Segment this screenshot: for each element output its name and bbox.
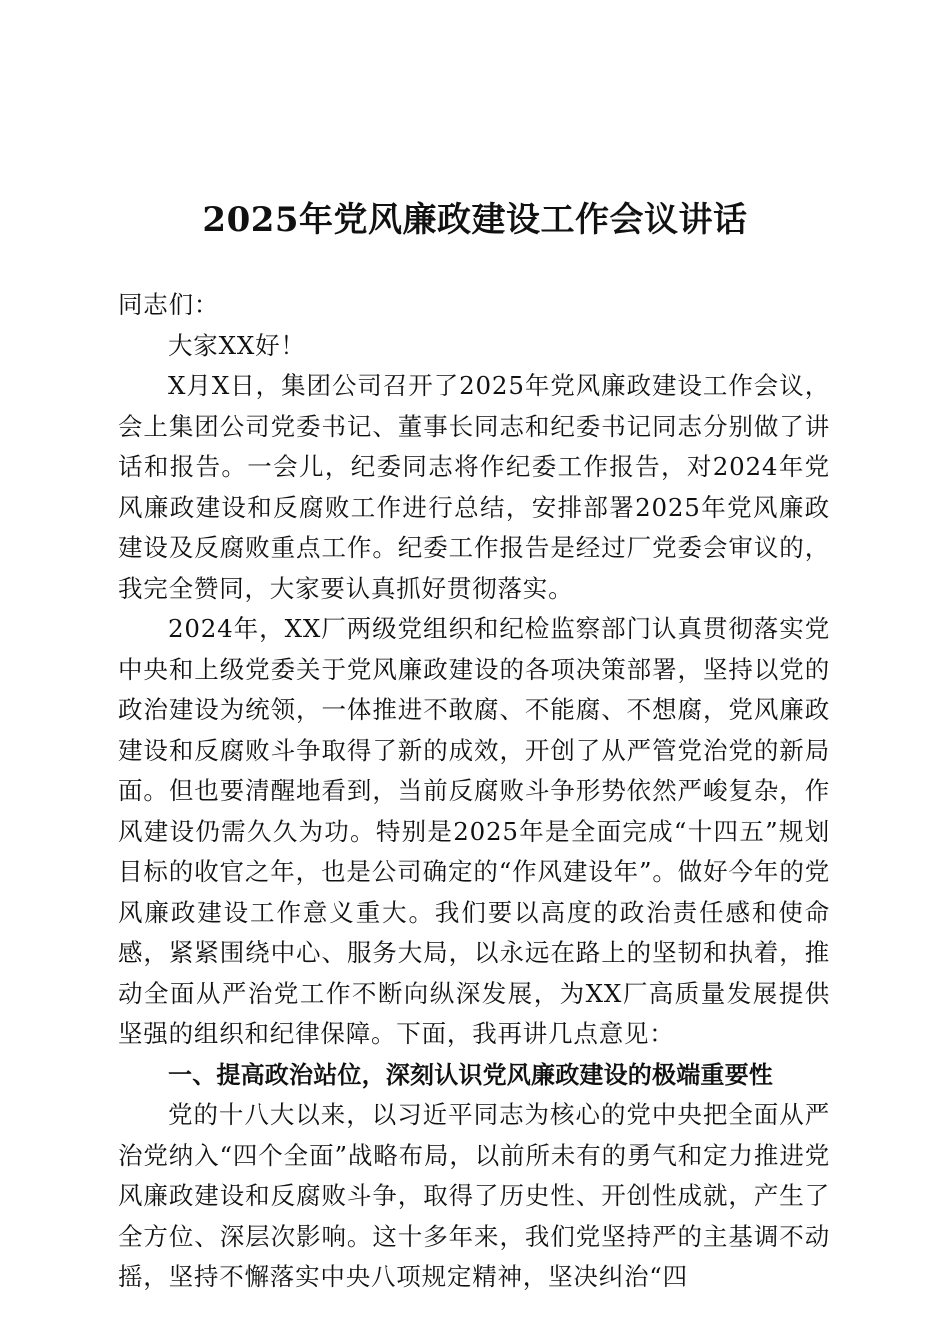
section-paragraph: 党的十八大以来，以习近平同志为核心的党中央把全面从严治党纳入“四个全面”战略布局，以前所未有的勇气和定力推进党风廉政建设和反腐败斗争，取得了历史性、开创性成就，产生了全方位、深层次影响。这十多年来，我们党坚持严的主基调不动摇，坚持不懈落实中央八项规定精神，坚决纠治“四 <box>118 1100 830 1291</box>
paragraph-2: 2024年，XX厂两级党组织和纪检监察部门认真贯彻落实党中央和上级党委关于党风廉政建设的各项决策部署，坚持以党的政治建设为统领，一体推进不敢腐、不能腐、不想腐，党风廉政建设和反腐败斗争取得了新的成效，开创了从严管党治党的新局面。但也要清醒地看到，当前反腐败斗争形势依然严峻复杂，作风建设仍需久久为功。特别是2025年是全面完成“十四五”规划目标的收官之年，也是公司确定的“作风建设年”。做好今年的党风廉政建设工作意义重大。我们要以高度的政治责任感和使命感，紧紧围绕中心、服务大局，以永远在路上的坚韧和执着，推动全面从严治党工作不断向纵深发展，为XX厂高质量发展提供坚强的组织和纪律保障。下面，我再讲几点意见： <box>118 614 830 1048</box>
greeting: 大家XX好！ <box>168 330 306 360</box>
paragraph-1: X月X日，集团公司召开了2025年党风廉政建设工作会议，会上集团公司党委书记、董事长同志和纪委书记同志分别做了讲话和报告。一会儿，纪委同志将作纪委工作报告，对2024年党风廉政建设和反腐败工作进行总结，安排部署2025年党风廉政建设及反腐败重点工作。纪委工作报告是经过厂党委会审议的，我完全赞同，大家要认真抓好贯彻落实。 <box>118 371 830 603</box>
salutation: 同志们： <box>118 290 220 319</box>
document-title: 2025年党风廉政建设工作会议讲话 <box>202 200 748 240</box>
section-heading: 一、提高政治站位，深刻认识党风廉政建设的极端重要性 <box>168 1060 773 1089</box>
document-body <box>118 285 830 1298</box>
